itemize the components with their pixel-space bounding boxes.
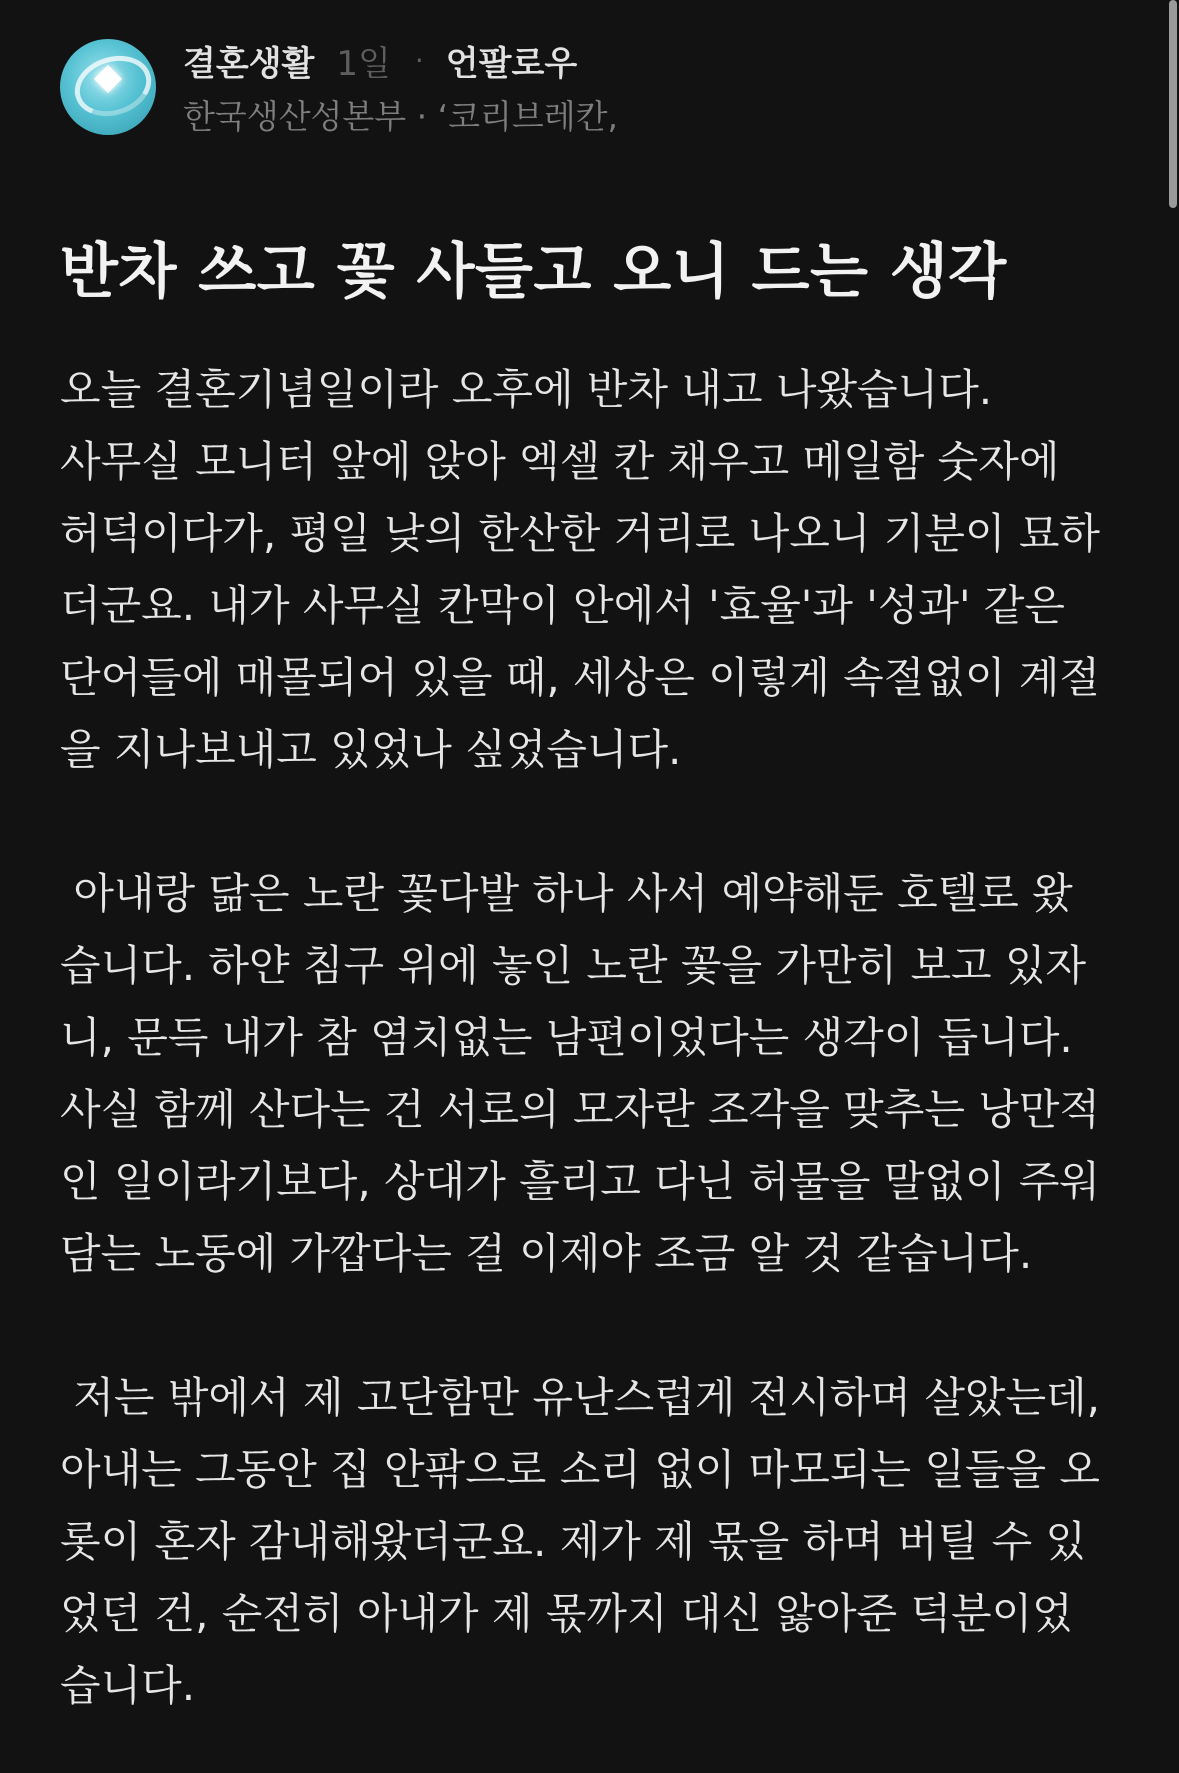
post-meta	[183, 37, 618, 138]
post-paragraph-3	[60, 1362, 1100, 1722]
paragraph-line: 아내는 그동안 집 안팎으로 소리 없이 마모되는 일들을 오	[60, 1445, 1100, 1494]
post-paragraph-1	[60, 354, 1100, 786]
paragraph-line: 습니다.	[60, 1661, 196, 1710]
paragraph-line: 사무실 모니터 앞에 앉아 엑셀 칸 채우고 메일함 숫자에	[60, 437, 1060, 486]
paragraph-line: 더군요. 내가 사무실 칸막이 안에서 '효율'과 '성과' 같은	[60, 581, 1066, 630]
paragraph-line: 니, 문득 내가 참 염치없는 남편이었다는 생각이 듭니다.	[60, 1013, 1073, 1062]
paragraph-line: 을 지나보내고 있었나 싶었습니다.	[60, 725, 682, 774]
post-header	[60, 38, 618, 136]
post-title: 반차 쓰고 꽃 사들고 오니 드는 생각	[60, 237, 1007, 307]
meta-separator: ·	[414, 44, 424, 77]
paragraph-line: 허덕이다가, 평일 낮의 한산한 거리로 나오니 기분이 묘하	[60, 509, 1100, 558]
post-time: 1일	[336, 44, 391, 84]
paragraph-line: 단어들에 매몰되어 있을 때, 세상은 이렇게 속절없이 계절	[60, 653, 1100, 702]
paragraph-line: 오늘 결혼기념일이라 오후에 반차 내고 나왔습니다.	[60, 365, 993, 414]
paragraph-line: 롯이 혼자 감내해왔더군요. 제가 제 몫을 하며 버틸 수 있	[60, 1517, 1087, 1566]
author-company[interactable]: 한국생산성본부 · ‘코리브레칸,	[183, 96, 618, 136]
paragraph-line: 담는 노동에 가깝다는 걸 이제야 조금 알 것 같습니다.	[60, 1229, 1033, 1278]
paragraph-line: 사실 함께 산다는 건 서로의 모자란 조각을 맞추는 낭만적	[60, 1085, 1100, 1134]
paragraph-line: 었던 건, 순전히 아내가 제 몫까지 대신 앓아준 덕분이었	[60, 1589, 1073, 1638]
channel-avatar[interactable]	[60, 39, 156, 135]
meta-top-row	[183, 37, 618, 85]
unfollow-button[interactable]: 언팔로우	[445, 44, 578, 84]
paragraph-line: 습니다. 하얀 침구 위에 놓인 노란 꽃을 가만히 보고 있자	[60, 941, 1087, 990]
channel-name[interactable]: 결혼생활	[183, 44, 315, 84]
post-paragraph-2	[60, 858, 1100, 1290]
paragraph-line: 저는 밖에서 제 고단함만 유난스럽게 전시하며 살았는데,	[60, 1373, 1100, 1422]
paragraph-line: 인 일이라기보다, 상대가 흘리고 다닌 허물을 말없이 주워	[60, 1157, 1100, 1206]
paragraph-line: 아내랑 닮은 노란 꽃다발 하나 사서 예약해둔 호텔로 왔	[60, 869, 1073, 918]
scrollbar[interactable]	[1169, 0, 1177, 208]
